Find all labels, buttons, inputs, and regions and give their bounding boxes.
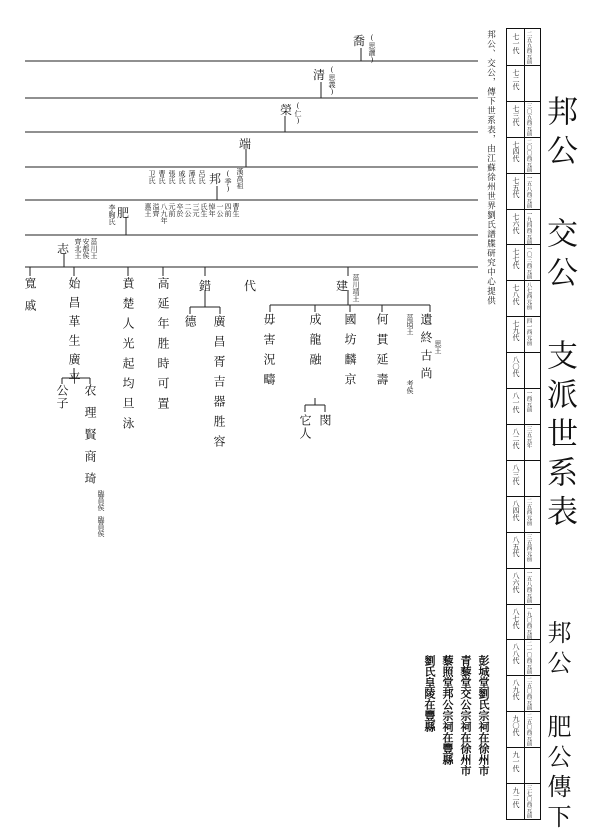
generation-label: 八二代	[512, 428, 520, 449]
generation-label: 七七代	[512, 248, 520, 270]
name-rong: 榮	[280, 103, 294, 117]
generation-date	[525, 462, 538, 468]
branch-nong: 农理賢商琦	[83, 384, 97, 494]
nong-note: 臨員侯	[97, 516, 105, 537]
wife: 卫氏	[148, 170, 156, 184]
branch-cheng: 成龍融	[308, 313, 322, 373]
shrine-note: 藜照堂邦公宗祠在豐縣	[441, 655, 454, 765]
name-de: 德	[183, 315, 197, 328]
note-qing: (思義)	[328, 66, 336, 96]
branch-gao: 高延年胜時可置	[156, 277, 170, 417]
fei-mother: 李胸氏	[108, 204, 116, 225]
generation-label: 七九代	[512, 320, 520, 342]
sub-title: 邦公 肥公傳下	[543, 620, 571, 834]
generation-table	[506, 28, 541, 820]
generation-date	[525, 749, 538, 755]
main-title: 邦公 交公 支派世系表	[541, 95, 577, 534]
nong-note: 臨員侯	[97, 490, 105, 511]
shang-note: 考侯	[406, 380, 414, 394]
generation-date: 二五五西元前	[525, 31, 532, 64]
wife: 薄氏	[188, 170, 196, 184]
generation-date: 一九〇西元前	[525, 605, 532, 639]
generation-label: 八八代	[512, 643, 520, 665]
zhi-note: 齊北王	[74, 238, 82, 259]
note-qiao: (思灑)	[368, 34, 376, 64]
generation-date: 八七西元前	[525, 282, 532, 310]
note-bang: (季)	[224, 170, 232, 193]
generation-date	[525, 67, 538, 73]
generation-date: 三五西元前	[525, 533, 532, 562]
generation-date: 二五〇西元前	[525, 713, 532, 747]
generation-date: 三七〇西元前	[525, 785, 532, 819]
generation-date: 一五八西元前	[525, 569, 532, 603]
generation-label: 八五代	[512, 535, 520, 557]
generation-date: 二五西元前	[525, 497, 532, 526]
generation-label: 七五代	[512, 176, 520, 198]
name-fei: 肥	[117, 206, 131, 220]
name-zhi: 志	[57, 242, 71, 256]
generation-date: 一五八西元前	[525, 174, 532, 208]
bang-title: 漢高祖	[236, 168, 244, 189]
generation-date: 二五〇西元前	[525, 677, 532, 711]
generation-label: 七三代	[512, 104, 520, 126]
generation-label: 八七代	[512, 607, 520, 629]
shrine-note: 青藜堂交公宗祠在徐州市	[459, 655, 472, 776]
note-rong: (仁)	[294, 102, 302, 125]
generation-label: 九〇代	[512, 715, 520, 737]
wife: 曹氏	[158, 170, 166, 184]
name-qing: 清	[313, 68, 327, 82]
branch-guangchang: 廣昌胥吉器胜容	[212, 315, 226, 455]
generation-label: 八九代	[512, 679, 520, 701]
generation-label: 八〇代	[512, 356, 520, 378]
generation-date: 一〇三西元前	[525, 246, 532, 280]
generation-label: 七六代	[512, 212, 520, 234]
shrine-note: 劉氏皇陵在豐縣	[423, 655, 436, 732]
generation-date: 一九四西元前	[525, 210, 532, 244]
yi-note: 菑頃王	[406, 314, 414, 335]
generation-date: 四一西元前	[525, 318, 532, 346]
generation-date	[525, 354, 538, 360]
generation-date: 二一〇西元前	[525, 641, 532, 675]
generation-date: 一西元前	[525, 390, 532, 413]
generation-label: 七八代	[512, 284, 520, 306]
generation-label: 七四代	[512, 140, 520, 162]
generation-label: 七二代	[512, 68, 520, 90]
branch-ben: 賁楚人光起均旦泳	[121, 277, 135, 437]
generation-label: 八一代	[512, 392, 520, 414]
generation-label: 九一代	[512, 751, 520, 773]
name-bang: 邦	[209, 172, 223, 186]
branch-kuan: 寬戚	[23, 277, 37, 321]
name-min: 閔	[318, 414, 332, 427]
branch-wuhai: 毋害況疇	[262, 313, 276, 393]
generation-label: 七一代	[512, 33, 520, 54]
label-dai: 代	[244, 279, 258, 293]
zhi-note: 菑川王	[90, 238, 98, 259]
name-duan: 端	[239, 137, 253, 151]
generation-label: 八六代	[512, 571, 520, 593]
generation-date: 三〇五西元前	[525, 102, 532, 136]
generation-label: 九二代	[512, 787, 520, 809]
name-gongzi: 公子	[55, 384, 69, 410]
provenance-note: 邦公、交公，傳下世系表，由江蘇徐州世界劉氏譜牒研究中心提供	[485, 30, 496, 306]
name-taren: 它人	[298, 414, 312, 440]
branch-guo: 國坊麟京	[343, 313, 357, 393]
generation-date: 三五元年	[525, 426, 532, 448]
name-jian: 建	[336, 279, 350, 293]
jian-note: 菑川靖王	[352, 274, 360, 302]
name-qiao: 喬	[353, 34, 367, 48]
shrine-note: 彭城堂劉氏宗祠在徐州市	[477, 655, 490, 776]
zhi-note: 安都侯	[82, 238, 90, 259]
branch-he: 何貫延壽	[375, 313, 389, 393]
branch-yi: 遺終古尚	[419, 313, 433, 385]
generation-date: 二〇〇西元前	[525, 138, 532, 172]
wife: 呂氏	[198, 170, 206, 184]
branch-shichang: 始昌革生廣平	[67, 277, 81, 391]
wife: 戚氏	[178, 170, 186, 184]
generation-label: 八三代	[512, 463, 520, 485]
wife: 張氏	[168, 170, 176, 184]
generation-label: 八四代	[512, 499, 520, 521]
name-cuo: 錯	[199, 279, 213, 293]
zhonggu-note: 思王	[434, 340, 442, 354]
